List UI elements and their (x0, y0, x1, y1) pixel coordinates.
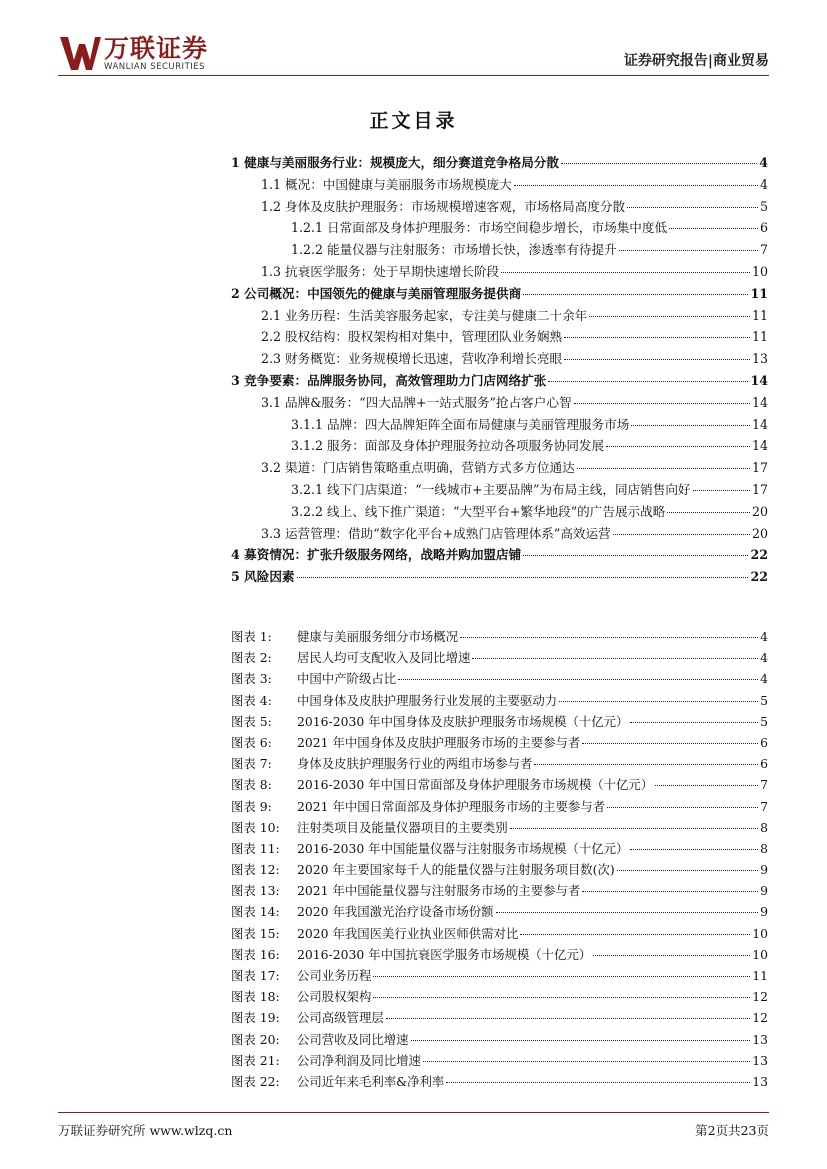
dot-leader (589, 316, 750, 317)
figure-entry-page: 4 (760, 650, 768, 666)
toc-entry-page: 14 (750, 372, 768, 388)
toc-entry[interactable] (231, 239, 768, 261)
figure-entry[interactable] (231, 924, 768, 945)
toc-entry-label: 3.2 渠道：门店销售策略重点明确，营销方式多方位通达 (261, 460, 575, 476)
figure-entry-number: 图表 9: (231, 798, 272, 814)
figure-entry-number: 图表 21: (231, 1052, 280, 1068)
figure-entry-page: 9 (760, 883, 768, 899)
toc-entry-label: 3.2.1 线下门店渠道：“一线城市+主要品牌”为布局主线，同店销售向好 (291, 481, 691, 497)
figure-entry-title: 公司高级管理层 (297, 1010, 384, 1026)
page-title: 正文目录 (369, 110, 458, 132)
page-number: 第2页共23页 (695, 1123, 769, 1138)
figure-entry-page: 9 (760, 904, 768, 920)
figure-entry-title: 2016-2030 年中国抗衰医学服务市场规模（十亿元） (297, 946, 592, 962)
dot-leader (501, 272, 750, 273)
toc-entry-label: 3.1.1 品牌：四大品牌矩阵全面布局健康与美丽管理服务市场 (291, 416, 630, 432)
dot-leader (667, 512, 750, 513)
figure-entry[interactable] (231, 775, 768, 796)
figure-entry[interactable] (231, 1008, 768, 1029)
figure-entry[interactable] (231, 966, 768, 987)
figure-entry-page: 8 (760, 840, 768, 856)
footer-source: 万联证券研究所 www.wlzq.cn (58, 1123, 233, 1138)
toc-entry-page: 4 (759, 155, 768, 170)
dot-leader (617, 870, 758, 871)
dot-leader (561, 163, 757, 164)
dot-leader (514, 185, 758, 186)
figure-entry-page: 7 (760, 777, 768, 793)
toc-entry[interactable] (231, 348, 768, 370)
figure-entry-number: 图表 7: (231, 756, 272, 772)
figure-entry[interactable] (231, 839, 768, 860)
dot-leader (472, 658, 758, 659)
figure-entry-title: 身体及皮肤护理服务行业的两组市场参与者 (297, 756, 533, 772)
figure-entry-title: 公司近年来毛利率&净利率 (297, 1073, 445, 1089)
toc-entry-label: 2.3 财务概览：业务规模增长迅速，营收净利增长亮眼 (261, 351, 563, 367)
toc-entry-label: 1.1 概况：中国健康与美丽服务市场规模庞大 (261, 176, 512, 192)
figure-entry-number: 图表 12: (231, 862, 280, 878)
figure-entry-title: 2020 年我国激光治疗设备市场份额 (297, 904, 494, 920)
toc-entry-page: 17 (751, 481, 768, 497)
toc-entry-page: 11 (751, 329, 768, 345)
toc-entry-label: 1 健康与美丽服务行业：规模庞大，细分赛道竞争格局分散 (231, 155, 559, 170)
dot-leader (523, 294, 748, 295)
toc-entry-label: 3.2.2 线上、线下推广渠道：“大型平台+繁华地段”的广告展示战略 (291, 503, 666, 519)
dot-leader (534, 764, 758, 765)
figure-entry-number: 图表 10: (231, 819, 280, 835)
figure-entry-title: 居民人均可支配收入及同比增速 (297, 650, 471, 666)
figure-entry-page: 5 (760, 692, 768, 708)
dot-leader (669, 228, 758, 229)
dot-leader (520, 934, 750, 935)
figure-entry-number: 图表 11: (231, 840, 280, 856)
toc-entry-page: 17 (751, 460, 768, 476)
dot-leader (548, 381, 748, 382)
toc-entry-label: 2.2 股权结构：股权架构相对集中，管理团队业务娴熟 (261, 329, 563, 345)
figure-entry-page: 6 (760, 734, 768, 750)
toc-entry-page: 20 (751, 503, 768, 519)
toc-entry[interactable] (231, 217, 768, 239)
figure-entry[interactable] (231, 754, 768, 775)
dot-leader (559, 701, 758, 702)
toc-entry[interactable] (231, 196, 768, 218)
dot-leader (297, 577, 749, 578)
figure-entry-title: 2021 年中国能量仪器与注射服务市场的主要参与者 (297, 883, 581, 899)
toc-entry-page: 13 (751, 351, 768, 367)
figure-entry-page: 8 (760, 819, 768, 835)
toc-entry-page: 11 (750, 285, 768, 301)
toc-entry[interactable] (231, 370, 768, 392)
figure-entry-title: 公司股权架构 (297, 989, 372, 1005)
dot-leader (606, 446, 750, 447)
figure-entry-title: 中国中产阶级占比 (297, 671, 397, 687)
figure-entry-number: 图表 17: (231, 968, 280, 983)
dot-leader (446, 1082, 750, 1083)
figure-entry-page: 9 (760, 862, 768, 878)
toc-entry-page: 4 (759, 176, 768, 192)
toc-entry-page: 22 (750, 569, 768, 585)
figure-entry[interactable] (231, 712, 768, 733)
figure-entry[interactable] (231, 648, 768, 669)
dot-leader (630, 722, 758, 723)
figure-entry[interactable] (231, 818, 768, 839)
figure-entry[interactable] (231, 627, 768, 648)
figure-entry-page: 4 (760, 671, 768, 687)
figure-entry-number: 图表 13: (231, 883, 280, 899)
footer-divider (58, 1112, 769, 1113)
toc-entry-label: 3.1 品牌&服务：“四大品牌+一站式服务”抢占客户心智 (261, 394, 572, 410)
figure-entry[interactable] (231, 691, 768, 712)
figure-entry[interactable] (231, 669, 768, 690)
toc-entry-label: 1.2.1 日常面部及身体护理服务：市场空间稳步增长，市场集中度低 (291, 220, 668, 236)
dot-leader (373, 997, 750, 998)
dot-leader (693, 490, 750, 491)
figure-entry-number: 图表 3: (231, 671, 272, 687)
figure-entry-page: 4 (760, 629, 768, 644)
figure-entry-title: 健康与美丽服务细分市场概况 (297, 629, 459, 644)
figure-entry-number: 图表 14: (231, 904, 280, 920)
figure-entry[interactable] (231, 733, 768, 754)
figure-entry-page: 11 (752, 968, 768, 983)
toc-entry-page: 6 (759, 220, 768, 236)
toc-entry[interactable] (231, 457, 768, 479)
figure-entry-page: 10 (752, 946, 768, 962)
figure-entry-page: 7 (760, 798, 768, 814)
figure-list (231, 627, 768, 1093)
toc-entry-label: 2.1 业务历程：生活美容服务起家，专注美与健康二十余年 (261, 307, 588, 323)
figure-entry-title: 中国身体及皮肤护理服务行业发展的主要驱动力 (297, 692, 558, 708)
toc-entry-page: 14 (751, 438, 768, 454)
figure-entry-number: 图表 19: (231, 1010, 280, 1026)
toc-entry-label: 3 竞争要素：品牌服务协同，高效管理助力门店网络扩张 (231, 372, 547, 388)
figure-entry-number: 图表 6: (231, 734, 272, 750)
toc-entry[interactable] (231, 435, 768, 457)
figure-entry-title: 公司净利润及同比增速 (297, 1052, 421, 1068)
figure-entry-number: 图表 4: (231, 692, 272, 708)
dot-leader (593, 955, 750, 956)
dot-leader (630, 849, 758, 850)
figure-entry-title: 2020 年我国医美行业执业医师供需对比 (297, 925, 519, 941)
dot-leader (423, 1061, 750, 1062)
dot-leader (496, 912, 759, 913)
toc-entry-page: 10 (751, 263, 768, 279)
figure-entry-page: 6 (760, 756, 768, 772)
toc-entry[interactable] (231, 174, 768, 196)
company-logo (58, 34, 218, 74)
toc-entry-label: 1.3 抗衰医学服务：处于早期快速增长阶段 (261, 263, 500, 279)
dot-leader (574, 403, 750, 404)
toc-entry-label: 3.3 运营管理：借助“数字化平台+成熟门店管理体系”高效运营 (261, 525, 611, 541)
figure-entry-title: 2016-2030 年中国日常面部及身体护理服务市场规模（十亿元） (297, 777, 654, 793)
figure-entry-number: 图表 18: (231, 989, 280, 1005)
table-of-contents (231, 152, 768, 588)
dot-leader (386, 1018, 750, 1019)
toc-entry[interactable] (231, 326, 768, 348)
toc-entry[interactable] (231, 305, 768, 327)
toc-entry-page: 7 (759, 242, 768, 258)
toc-entry-page: 14 (751, 394, 768, 410)
toc-entry-page: 20 (751, 525, 768, 541)
dot-leader (582, 743, 758, 744)
toc-entry[interactable] (231, 152, 768, 174)
figure-entry-title: 2016-2030 年中国身体及皮肤护理服务市场规模（十亿元） (297, 713, 629, 729)
logo-text-cn: 万联证券 (104, 34, 209, 63)
figure-entry-page: 5 (760, 713, 768, 729)
dot-leader (627, 207, 758, 208)
toc-entry-page: 22 (750, 547, 768, 563)
figure-entry-page: 10 (752, 925, 768, 941)
toc-entry-label: 3.1.2 服务：面部及身体护理服务拉动各项服务协同发展 (291, 438, 605, 454)
figure-entry-title: 2021 年中国身体及皮肤护理服务市场的主要参与者 (297, 734, 581, 750)
figure-entry[interactable] (231, 945, 768, 966)
dot-leader (398, 679, 758, 680)
toc-entry[interactable] (231, 414, 768, 436)
figure-entry-number: 图表 22: (231, 1073, 280, 1089)
dot-leader (655, 785, 758, 786)
dot-leader (607, 807, 758, 808)
figure-entry[interactable] (231, 902, 768, 923)
figure-entry-number: 图表 20: (231, 1031, 280, 1047)
figure-entry-title: 2021 年中国日常面部及身体护理服务市场的主要参与者 (297, 798, 606, 814)
figure-entry-page: 13 (752, 1052, 768, 1068)
toc-entry[interactable] (231, 261, 768, 283)
dot-leader (613, 534, 750, 535)
toc-entry[interactable] (231, 283, 768, 305)
figure-entry[interactable] (231, 881, 768, 902)
dot-leader (510, 828, 758, 829)
figure-entry[interactable] (231, 1030, 768, 1051)
dot-leader (411, 1040, 751, 1041)
dot-leader (577, 468, 750, 469)
figure-entry[interactable] (231, 1051, 768, 1072)
dot-leader (523, 555, 748, 556)
figure-entry-title: 公司业务历程 (297, 968, 372, 983)
toc-entry-label: 4 募资情况：扩张升级服务网络，战略并购加盟店铺 (231, 547, 522, 563)
toc-entry[interactable] (231, 566, 768, 588)
toc-entry[interactable] (231, 479, 768, 501)
figure-entry[interactable] (231, 797, 768, 818)
figure-entry-page: 13 (752, 1031, 768, 1047)
dot-leader (631, 425, 750, 426)
toc-entry-label: 1.2 身体及皮肤护理服务：市场规模增速客观，市场格局高度分散 (261, 198, 626, 214)
dot-leader (582, 891, 758, 892)
figure-entry-number: 图表 16: (231, 946, 280, 962)
figure-entry-page: 12 (752, 1010, 768, 1026)
dot-leader (564, 359, 750, 360)
toc-entry[interactable] (231, 501, 768, 523)
toc-entry[interactable] (231, 392, 768, 414)
dot-leader (373, 976, 750, 977)
wanlian-logo-icon (58, 34, 102, 72)
figure-entry-number: 图表 15: (231, 925, 280, 941)
toc-entry-page: 11 (751, 307, 768, 323)
header-divider (58, 75, 769, 76)
figure-entry[interactable] (231, 860, 768, 881)
toc-entry[interactable] (231, 544, 768, 566)
figure-entry-number: 图表 5: (231, 713, 272, 729)
figure-entry-page: 13 (752, 1073, 768, 1089)
figure-entry-page: 12 (752, 989, 768, 1005)
figure-entry[interactable] (231, 987, 768, 1008)
toc-entry-page: 5 (759, 198, 768, 214)
dot-leader (564, 337, 750, 338)
figure-entry-number: 图表 8: (231, 777, 272, 793)
toc-entry-page: 14 (751, 416, 768, 432)
toc-entry-label: 1.2.2 能量仪器与注射服务：市场增长快，渗透率有待提升 (291, 242, 617, 258)
toc-entry-label: 5 风险因素 (231, 569, 295, 585)
figure-entry-title: 公司营收及同比增速 (297, 1031, 409, 1047)
figure-entry-title: 2016-2030 年中国能量仪器与注射服务市场规模（十亿元） (297, 840, 629, 856)
toc-entry[interactable] (231, 523, 768, 545)
figure-entry-number: 图表 2: (231, 650, 272, 666)
figure-entry[interactable] (231, 1072, 768, 1093)
logo-text-en: WANLIAN SECURITIES (104, 62, 206, 72)
figure-entry-title: 2020 年主要国家每千人的能量仪器与注射服务项目数(次) (297, 862, 615, 878)
dot-leader (460, 637, 758, 638)
figure-entry-number: 图表 1: (231, 629, 272, 644)
report-category: 证券研究报告|商业贸易 (623, 53, 769, 69)
toc-entry-label: 2 公司概况：中国领先的健康与美丽管理服务提供商 (231, 285, 522, 301)
dot-leader (619, 250, 758, 251)
figure-entry-title: 注射类项目及能量仪器项目的主要类别 (297, 819, 508, 835)
